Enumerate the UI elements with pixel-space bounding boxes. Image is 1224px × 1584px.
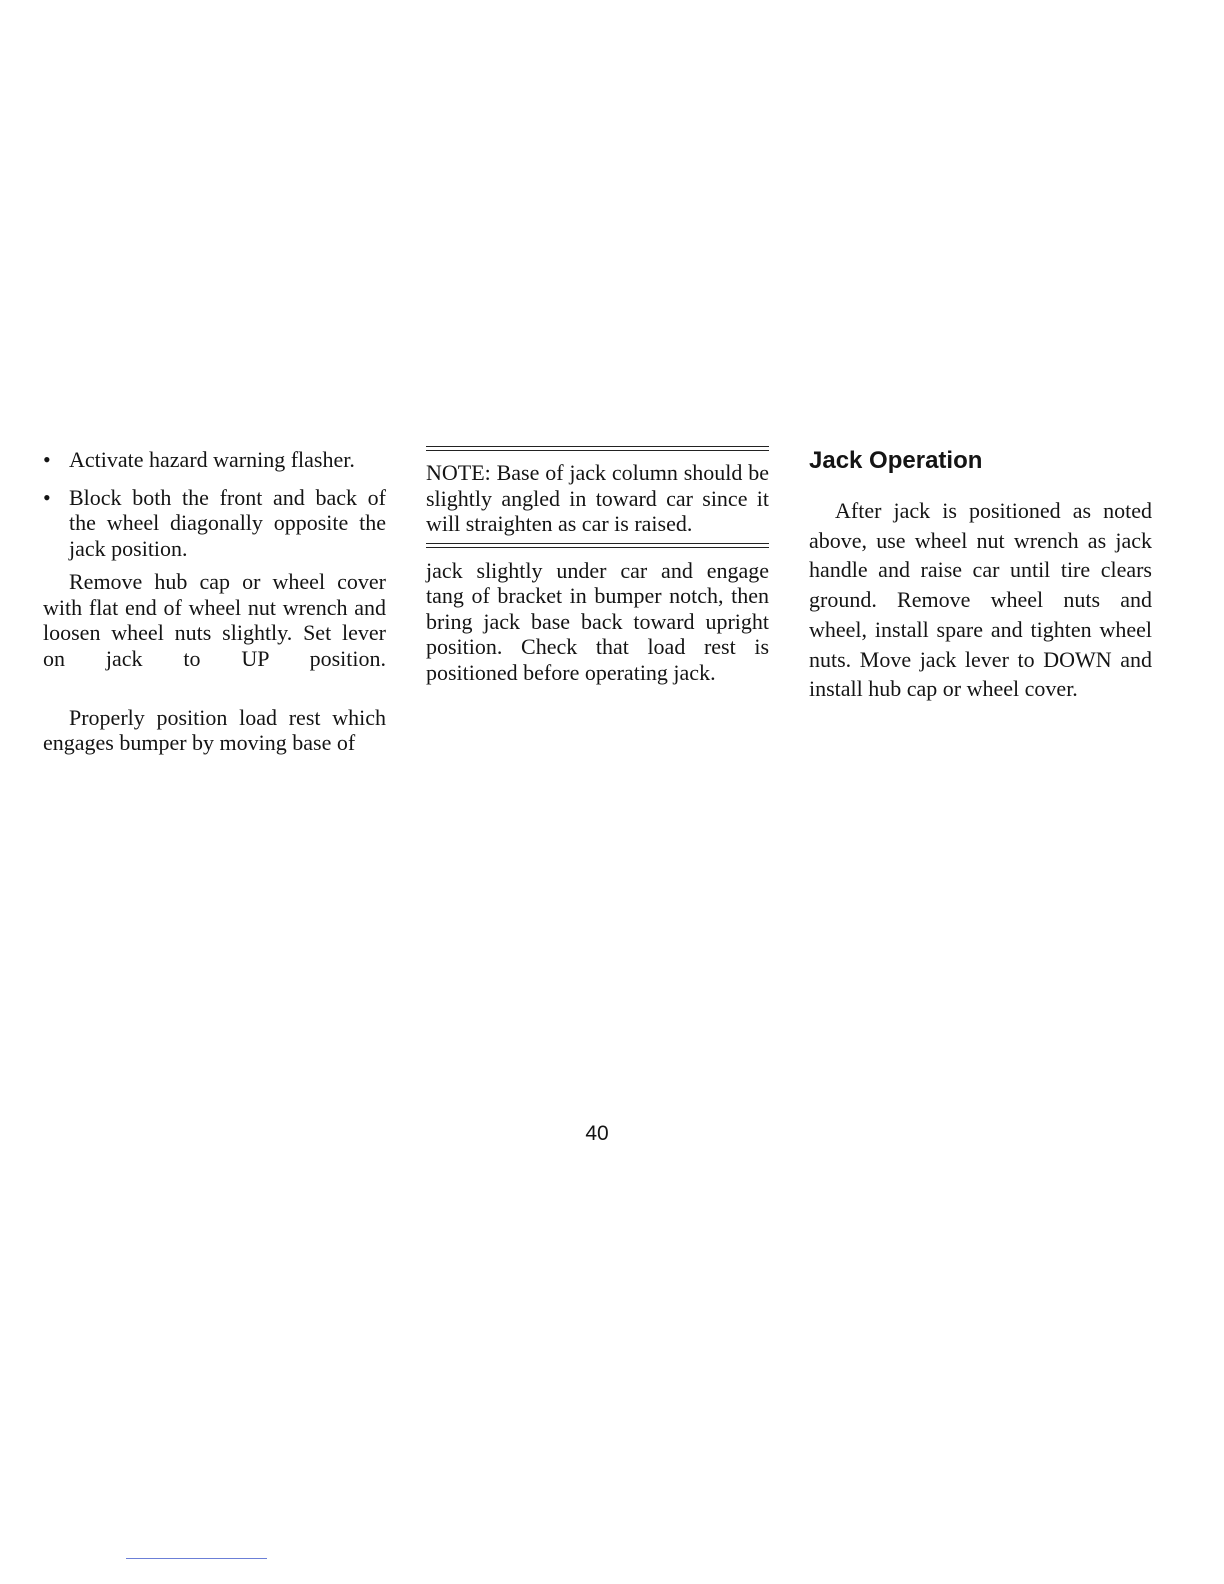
note-text: NOTE: Base of jack column should be slightly angled in toward car since it will straighten as car is raised. (426, 460, 769, 536)
note-bottom-rule (426, 543, 769, 548)
note-box (426, 451, 769, 543)
paragraph-remove-hub-cap: Remove hub cap or wheel cover with flat end of wheel nut wrench and loosen wheel nuts slightly. Set lever on jack to UP position. (43, 569, 386, 671)
paragraph-jack-operation: After jack is positioned as noted above, use wheel nut wrench as jack handle and raise car until tire clears ground. Remove wheel nuts and wheel, install spare and tighten wheel nuts. Move jack lever to DOWN and install hub cap or wheel cover. (809, 498, 1152, 702)
paragraph-position-load-rest: Properly position load rest which engages bumper by moving base of (43, 704, 386, 755)
paragraph-jack-continuation: jack slightly under car and engage tang of bracket in bumper notch, then bring jack base back toward upright position. Check that load rest is positioned before operating jack. (426, 557, 769, 685)
page-number: 40 (585, 1122, 609, 1145)
bullet-item: • Block both the front and back of the wheel diagonally opposite the jack position. (43, 485, 386, 562)
left-column (43, 447, 386, 756)
section-heading: Jack Operation (809, 447, 983, 474)
footer-divider (126, 1558, 267, 1559)
bullet-item: • Activate hazard warning flasher. (43, 447, 386, 473)
right-column (809, 446, 1152, 704)
middle-column (426, 446, 769, 685)
